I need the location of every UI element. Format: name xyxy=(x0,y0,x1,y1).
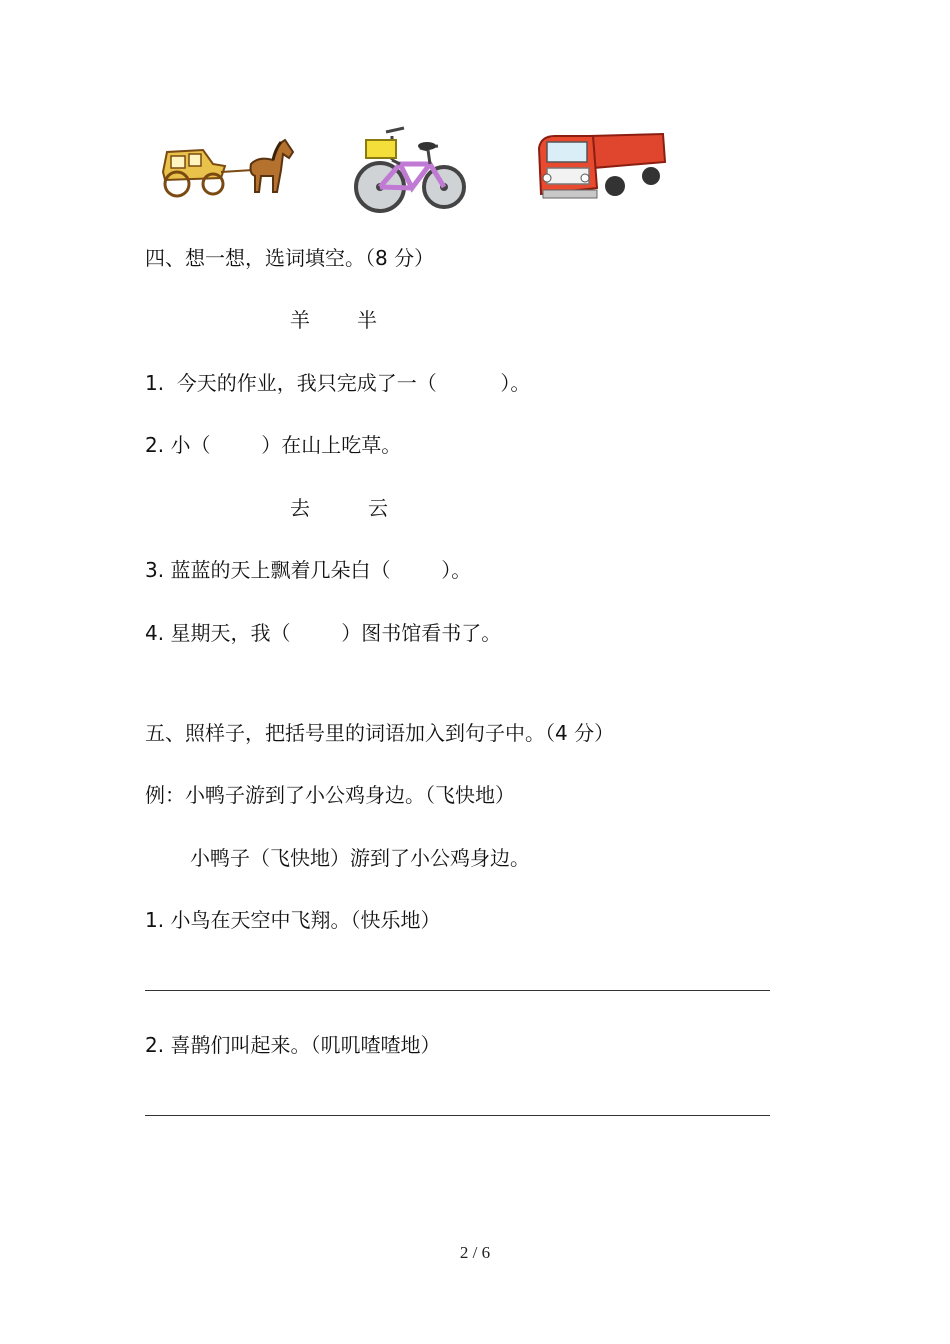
word-choice-yun: 云 xyxy=(368,496,388,520)
question-3: 3. 蓝蓝的天上飘着几朵白（ ）。 xyxy=(145,558,472,582)
word-choice-ban: 半 xyxy=(357,308,377,332)
question-2: 2. 小（ ）在山上吃草。 xyxy=(145,433,402,457)
question-5-1: 1. 小鸟在天空中飞翔。（快乐地） xyxy=(145,908,441,932)
word-choice-qu: 去 xyxy=(290,496,310,520)
example-sentence: 例：小鸭子游到了小公鸡身边。（飞快地） xyxy=(145,783,515,807)
bicycle-icon xyxy=(352,122,470,217)
answer-line-1[interactable] xyxy=(145,990,770,991)
question-5-2: 2. 喜鹊们叫起来。（叽叽喳喳地） xyxy=(145,1033,441,1057)
question-4: 4. 星期天，我（ ）图书馆看书了。 xyxy=(145,621,502,645)
section4-title: 四、想一想，选词填空。（8 分） xyxy=(145,246,435,270)
horse-carriage-icon xyxy=(155,130,300,205)
truck-icon xyxy=(533,128,668,210)
word-choice-yang: 羊 xyxy=(290,308,310,332)
question-1: 1. 今天的作业，我只完成了一（ ）。 xyxy=(145,371,531,395)
answer-line-2[interactable] xyxy=(145,1115,770,1116)
example-answer: 小鸭子（飞快地）游到了小公鸡身边。 xyxy=(190,846,530,870)
section5-title: 五、照样子，把括号里的词语加入到句子中。（4 分） xyxy=(145,721,615,745)
page-number: 2 / 6 xyxy=(459,1243,491,1262)
